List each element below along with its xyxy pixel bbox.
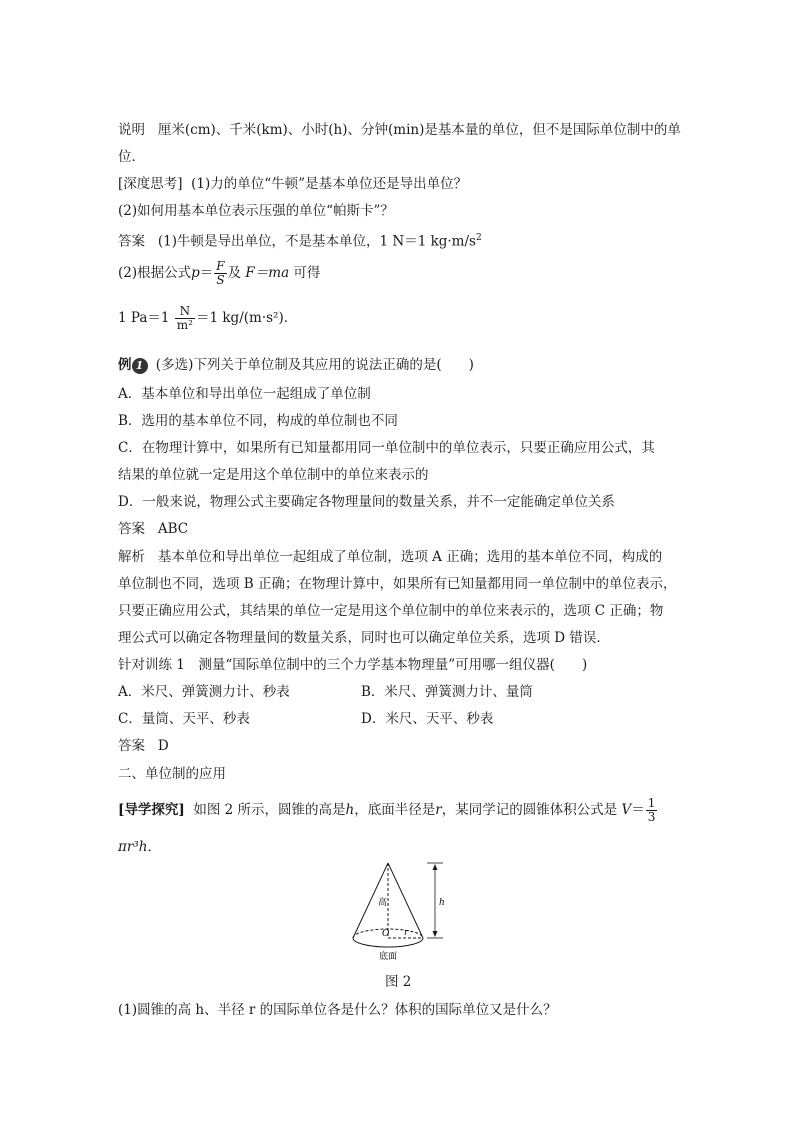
guide-line-1: [118, 795, 658, 825]
fraction-f-over-s: [214, 260, 226, 287]
training1-answer-line: [118, 737, 169, 755]
guide-v: V: [621, 802, 632, 818]
guide-text-1: 如图 2 所示，圆锥的高是: [193, 802, 346, 818]
answer1-line-3: [118, 302, 297, 334]
cone-right-edge: [388, 863, 423, 938]
guide-eq: ＝: [631, 802, 645, 818]
example-number-badge: 1: [132, 358, 148, 374]
example1-analysis-3: 只要正确应用公式，其结果的单位一定是用这个单位制中的单位来表示的，选项 C 正确；物: [118, 603, 664, 619]
figure-caption: 图 2: [385, 974, 412, 990]
fraction-num-n: N: [175, 305, 195, 319]
training1-option-c: C．量筒、天平、秒表: [118, 711, 250, 727]
question-1: (1)圆锥的高 h、半径 r 的国际单位各是什么？体积的国际单位又是什么？: [118, 1002, 557, 1018]
pa-pre: 1 Pa＝1: [118, 310, 170, 326]
example1-analysis-4: 理公式可以确定各物理量间的数量关系，同时也可以确定单位关系，选项 D 错误．: [118, 630, 610, 646]
training1-option-d: D．米尺、天平、秒表: [361, 711, 494, 727]
dimension-arrow-up: [433, 864, 438, 870]
note-text-1: 厘米(cm)、千米(km)、小时(h)、分钟(min)是基本量的单位，但不是国际单位制中的单: [157, 122, 681, 138]
cone-base-front: [353, 938, 423, 947]
fraction-one-third: [646, 797, 658, 824]
guide-text-2: ，底面半径是: [354, 802, 436, 818]
example1-analysis-2: 单位制也不同，选项 B 正确；在物理计算中，如果所有已知量都用同一单位制中的单位表示，: [118, 576, 677, 592]
example1-answer-line: [118, 520, 188, 538]
fraction-one: 1: [647, 796, 656, 810]
example1-option-d: D．一般来说，物理公式主要确定各物理量间的数量关系，并不一定能确定单位关系: [118, 494, 615, 510]
example1-analysis-1: [118, 548, 662, 566]
answer1-text-1: (1)牛顿是导出单位，不是基本单位，1 N＝1 kg·m/s: [157, 233, 476, 250]
guide-r: r: [435, 802, 442, 818]
training1-answer: D: [157, 738, 169, 754]
deep-think-q1: (1)力的单位“牛顿”是基本单位还是导出单位？: [191, 176, 468, 192]
answer1-line-2: [118, 258, 320, 288]
formula-eq: ＝: [199, 265, 214, 281]
answer1-sup: 2: [475, 233, 482, 243]
deep-think-tag: [深度思考]: [118, 176, 183, 192]
formula-p: p: [191, 265, 200, 281]
training1-option-b: B．米尺、弹簧测力计、量筒: [361, 684, 533, 700]
cone-height-label: 高: [378, 898, 388, 908]
training1-question: 针对训练 1 测量“国际单位制中的三个力学基本物理量”可用哪一组仪器( ): [118, 657, 588, 673]
cone-figure: [345, 853, 465, 963]
guide-text-3: ，某同学记的圆锥体积公式是: [441, 802, 618, 818]
cone-h-label: h: [439, 898, 445, 908]
example1-option-c-2: 结果的单位就一定是用这个单位制中的单位来表示的: [118, 467, 429, 483]
answer1-mid: 及: [227, 265, 242, 281]
deep-think-line-1: [118, 175, 467, 193]
example1-option-c-1: C．在物理计算中，如果所有已知量都用同一单位制中的单位表示，只要正确应用公式，其: [118, 440, 655, 456]
training1-options-row-1: [118, 683, 290, 701]
note-text-2: 位．: [118, 149, 145, 165]
fraction-three: 3: [647, 810, 656, 824]
deep-think-q2: (2)如何用基本单位表示压强的单位“帕斯卡”？: [118, 203, 394, 219]
example1-answer-label: 答案: [118, 521, 145, 537]
section2-title: 二、单位制的应用: [118, 766, 226, 782]
example1-answer: ABC: [157, 521, 189, 537]
formula-fma: F＝ma: [245, 265, 290, 281]
cone-center-label: O: [382, 929, 390, 939]
guide-h: h: [345, 802, 355, 818]
guide-line-2: πr³h．: [118, 839, 161, 855]
note-line-1: [118, 121, 681, 139]
cone-r-label: r: [404, 928, 409, 938]
analysis-text-1: 基本单位和导出单位一起组成了单位制，选项 A 正确；选用的基本单位不同，构成的: [157, 549, 663, 565]
answer-label: 答案: [118, 233, 145, 250]
analysis-label: 解析: [118, 549, 145, 565]
fraction-den: S: [216, 273, 225, 287]
cone-base-label: 底面: [379, 952, 398, 962]
dimension-arrow-down: [433, 931, 438, 937]
fraction-num: F: [216, 259, 225, 273]
example1-question-line: [118, 356, 474, 374]
example-label: 例: [118, 357, 132, 373]
answer1-pre: (2)根据公式: [118, 265, 192, 281]
answer1-post: 可得: [293, 265, 321, 281]
training1-option-a: A．米尺、弹簧测力计、秒表: [118, 684, 290, 700]
fraction-n-over-m2: [175, 305, 195, 332]
example1-question: (多选)下列关于单位制及其应用的说法正确的是( ): [155, 357, 474, 373]
guide-tag: [导学探究]: [118, 802, 185, 818]
example1-option-a: A．基本单位和导出单位一起组成了单位制: [118, 386, 371, 402]
example1-option-b: B．选用的基本单位不同，构成的单位制也不同: [118, 413, 398, 429]
training1-answer-label: 答案: [118, 738, 145, 754]
pa-post: ＝1 kg/(m·s²)．: [196, 310, 298, 326]
answer1-line-1: [118, 229, 482, 251]
fraction-den-m2: m²: [176, 318, 193, 332]
note-label: 说明: [118, 122, 145, 138]
